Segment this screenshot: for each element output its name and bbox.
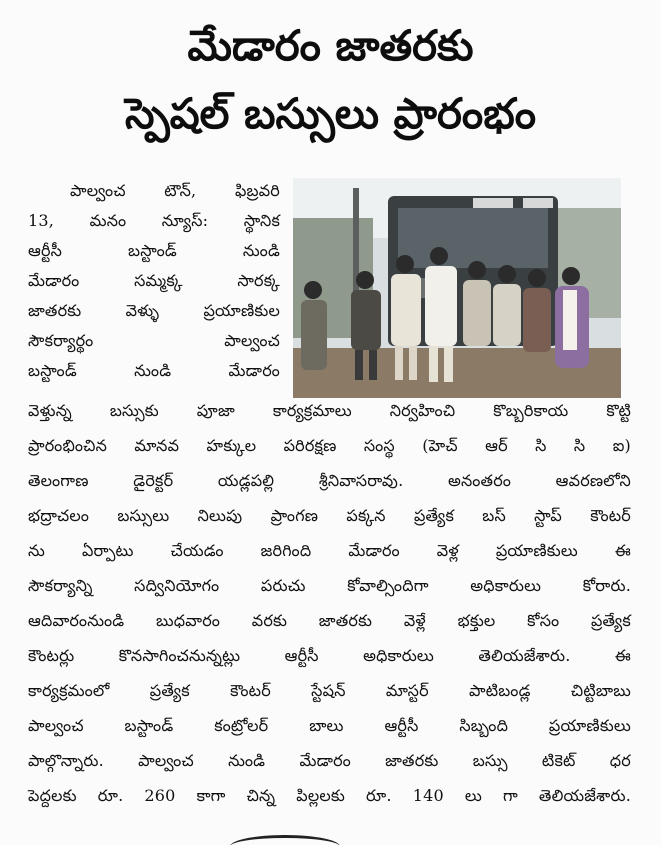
article-line-3: ఆర్టీసీ బస్టాండ్ నుండి bbox=[28, 241, 280, 260]
article-line-15: కౌంటర్లు కొనసాగించనున్నట్లు ఆర్టీసీ అధికారులు తెలియజేశారు. ఈ bbox=[28, 646, 631, 665]
headline-line-1: మేడారం జాతరకు bbox=[187, 21, 474, 70]
article-line-13: సౌకర్యాన్ని సద్వినియోగం పరుచు కోవాల్సిందిగా అధికారులు కోరారు. bbox=[28, 576, 631, 595]
headline-line-2: స్పెషల్ బస్సులు ప్రారంభం bbox=[125, 89, 536, 138]
article-line-1: పాల్వంచ టౌన్, ఫిబ్రవరి bbox=[70, 181, 280, 200]
article-line-6: సౌకర్యార్థం పాల్వంచ bbox=[28, 331, 280, 350]
article-line-7: బస్టాండ్ నుండి మేడారం bbox=[28, 361, 280, 380]
article-line-4: మేడారం సమ్మక్క సారక్క bbox=[28, 271, 280, 290]
group-photo-image bbox=[293, 178, 621, 398]
article-line-5: జాతరకు వెళ్ళు ప్రయాణికుల bbox=[28, 301, 280, 320]
article-line-17: పాల్వంచ బస్టాండ్ కంట్రోలర్ బాలు ఆర్టీసీ సిబ్బంది ప్రయాణికులు bbox=[28, 716, 631, 735]
article-line-12: ను ఏర్పాటు చేయడం జరిగింది మేడారం వెళ్ల ప్రయాణికులు ఈ bbox=[28, 541, 631, 560]
news-photo bbox=[293, 178, 621, 398]
article-line-10: తెలంగాణ డైరెక్టర్ యడ్లపల్లి శ్రీనివాసరావు. అనంతరం ఆవరణలోని bbox=[28, 471, 631, 490]
next-article-fragment bbox=[230, 835, 340, 845]
article-line-16: కార్యక్రమంలో ప్రత్యేక కౌంటర్ స్టేషన్ మాస్టర్ పాటిబండ్ల చిట్టిబాబు bbox=[28, 681, 631, 700]
article-line-19: పెద్దలకు రూ. 260 కాగా చిన్న పిల్లలకు రూ. 140 లు గా తెలియజేశారు. bbox=[28, 786, 631, 805]
article-line-11: భద్రాచలం బస్సులు నిలుపు ప్రాంగణ పక్కన ప్రత్యేక బస్ స్టాప్ కౌంటర్ bbox=[28, 506, 631, 525]
article-line-18: పాల్గొన్నారు. పాల్వంచ నుండి మేడారం జాతరకు బస్సు టికెట్ ధర bbox=[28, 751, 631, 770]
article-line-14: ఆదివారంనుండి బుధవారం వరకు జాతరకు వెళ్లే భక్తుల కోసం ప్రత్యేక bbox=[28, 611, 631, 630]
article-line-2: 13, మనం న్యూస్: స్థానిక bbox=[28, 211, 280, 230]
article-line-9: ప్రారంభించిన మానవ హక్కుల పరిరక్షణ సంస్థ (హెచ్ ఆర్ సి సి ఐ) bbox=[28, 436, 631, 455]
article-line-8: వెళ్తున్న బస్సుకు పూజా కార్యక్రమాలు నిర్వహించి కొబ్బరికాయ కొట్టి bbox=[28, 401, 631, 420]
